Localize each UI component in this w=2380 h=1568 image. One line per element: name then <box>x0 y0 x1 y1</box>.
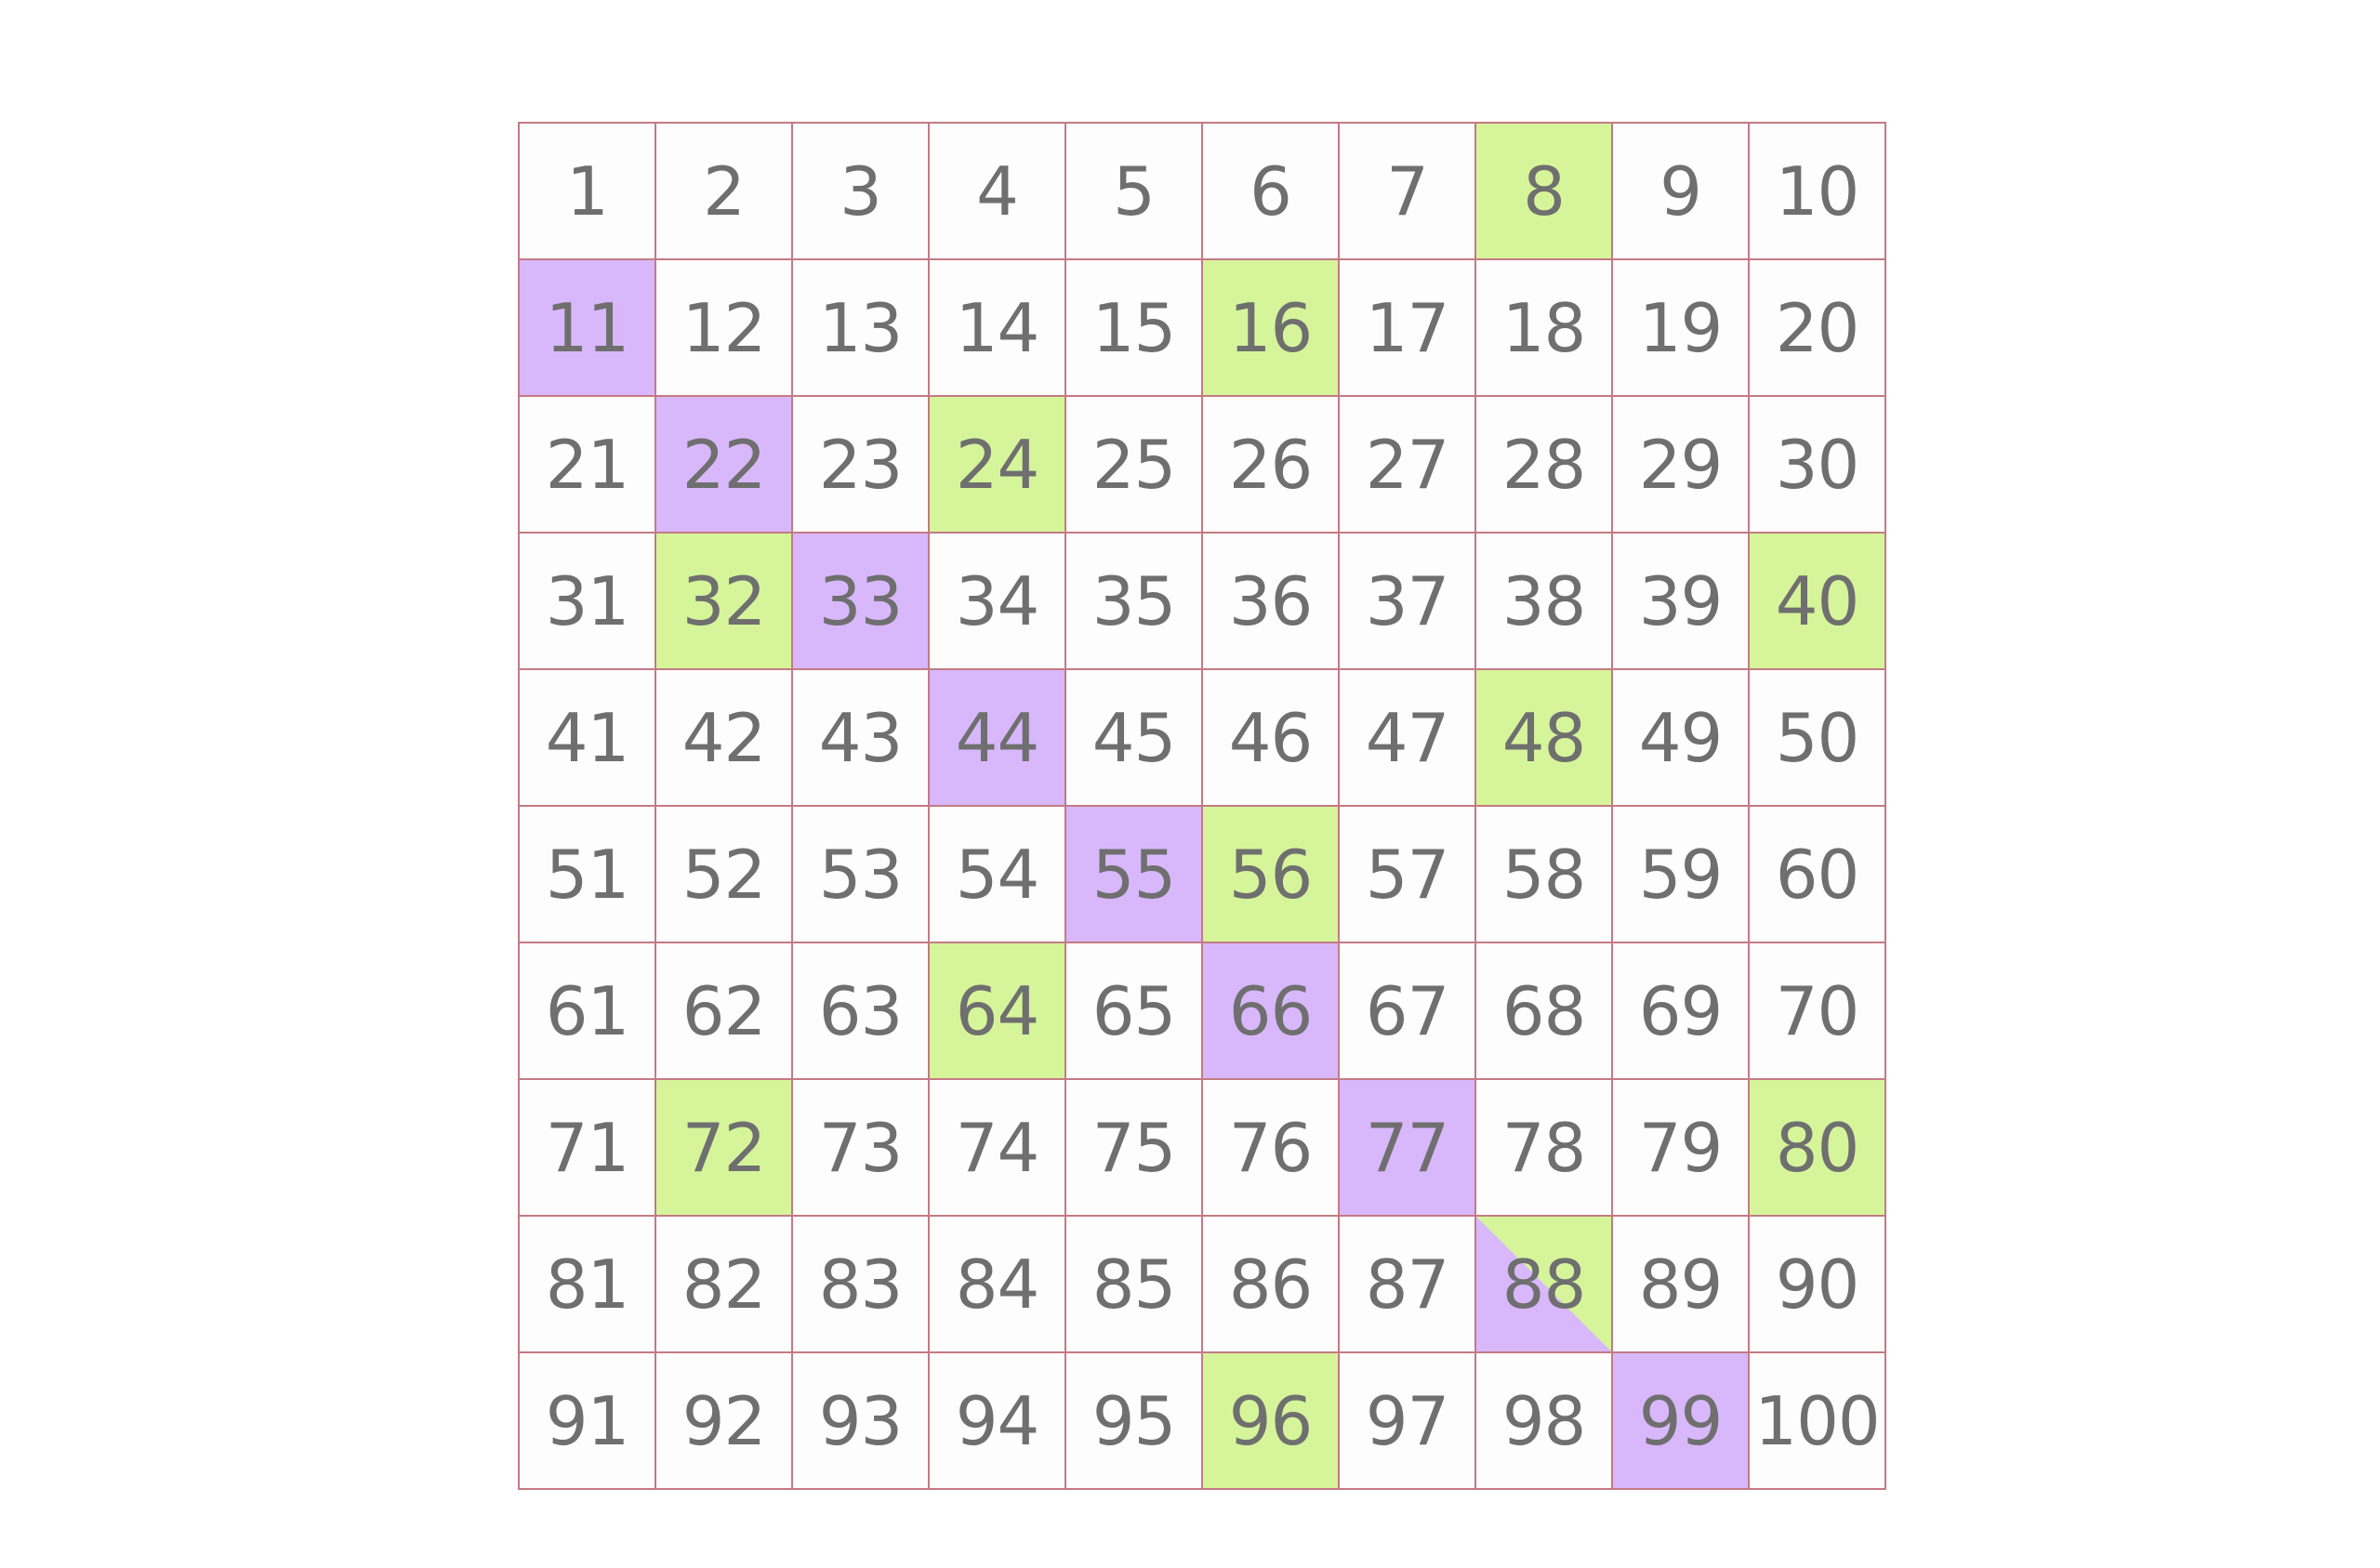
grid-cell-number: 66 <box>1228 971 1313 1050</box>
grid-cell-number: 97 <box>1365 1381 1449 1460</box>
grid-cell-94 <box>930 1353 1066 1490</box>
grid-cell-11 <box>520 260 656 397</box>
grid-cell-number: 63 <box>818 971 903 1050</box>
grid-cell-57 <box>1340 807 1476 943</box>
hundred-chart-grid <box>518 122 1886 1490</box>
grid-cell-72 <box>656 1080 793 1217</box>
grid-cell-70 <box>1750 943 1886 1080</box>
grid-cell-87 <box>1340 1217 1476 1353</box>
grid-cell-45 <box>1066 670 1203 807</box>
grid-cell-number: 49 <box>1638 698 1723 777</box>
grid-cell-number: 7 <box>1386 152 1428 231</box>
grid-cell-number: 42 <box>681 698 766 777</box>
grid-cell-67 <box>1340 943 1476 1080</box>
grid-cell-number: 92 <box>681 1381 766 1460</box>
grid-cell-number: 25 <box>1091 425 1176 504</box>
grid-cell-number: 52 <box>681 835 766 914</box>
grid-cell-35 <box>1066 534 1203 670</box>
grid-cell-23 <box>793 397 930 534</box>
grid-cell-68 <box>1476 943 1613 1080</box>
grid-cell-86 <box>1203 1217 1340 1353</box>
grid-cell-number: 82 <box>681 1245 766 1324</box>
grid-cell-number: 74 <box>955 1108 1039 1187</box>
grid-cell-74 <box>930 1080 1066 1217</box>
grid-cell-number: 46 <box>1228 698 1313 777</box>
grid-cell-3 <box>793 124 930 260</box>
grid-cell-20 <box>1750 260 1886 397</box>
grid-cell-6 <box>1203 124 1340 260</box>
grid-cell-33 <box>793 534 930 670</box>
grid-cell-number: 1 <box>566 152 608 231</box>
grid-cell-59 <box>1613 807 1750 943</box>
grid-cell-number: 20 <box>1775 288 1859 367</box>
grid-cell-99 <box>1613 1353 1750 1490</box>
grid-cell-number: 58 <box>1501 835 1586 914</box>
grid-cell-number: 33 <box>818 561 903 640</box>
grid-cell-81 <box>520 1217 656 1353</box>
grid-cell-76 <box>1203 1080 1340 1217</box>
grid-cell-16 <box>1203 260 1340 397</box>
grid-cell-54 <box>930 807 1066 943</box>
grid-cell-number: 80 <box>1775 1108 1859 1187</box>
grid-cell-15 <box>1066 260 1203 397</box>
grid-cell-number: 10 <box>1775 152 1859 231</box>
grid-cell-60 <box>1750 807 1886 943</box>
grid-cell-number: 22 <box>681 425 766 504</box>
grid-cell-number: 72 <box>681 1108 766 1187</box>
grid-cell-number: 38 <box>1501 561 1586 640</box>
grid-cell-number: 78 <box>1501 1108 1586 1187</box>
grid-cell-number: 40 <box>1775 561 1859 640</box>
grid-cell-number: 34 <box>955 561 1039 640</box>
grid-cell-31 <box>520 534 656 670</box>
grid-cell-38 <box>1476 534 1613 670</box>
grid-cell-number: 79 <box>1638 1108 1723 1187</box>
grid-cell-25 <box>1066 397 1203 534</box>
grid-cell-number: 56 <box>1228 835 1313 914</box>
grid-cell-66 <box>1203 943 1340 1080</box>
grid-cell-82 <box>656 1217 793 1353</box>
grid-cell-49 <box>1613 670 1750 807</box>
grid-cell-number: 43 <box>818 698 903 777</box>
grid-cell-28 <box>1476 397 1613 534</box>
grid-cell-number: 99 <box>1638 1381 1723 1460</box>
grid-cell-number: 37 <box>1365 561 1449 640</box>
grid-cell-88 <box>1476 1217 1613 1353</box>
grid-cell-41 <box>520 670 656 807</box>
grid-cell-number: 57 <box>1365 835 1449 914</box>
grid-cell-number: 95 <box>1091 1381 1176 1460</box>
grid-cell-number: 71 <box>545 1108 629 1187</box>
grid-cell-number: 15 <box>1091 288 1176 367</box>
grid-cell-47 <box>1340 670 1476 807</box>
grid-cell-number: 76 <box>1228 1108 1313 1187</box>
grid-cell-92 <box>656 1353 793 1490</box>
grid-cell-number: 89 <box>1638 1245 1723 1324</box>
grid-cell-number: 16 <box>1228 288 1313 367</box>
grid-cell-77 <box>1340 1080 1476 1217</box>
grid-cell-number: 54 <box>955 835 1039 914</box>
grid-cell-98 <box>1476 1353 1613 1490</box>
grid-cell-58 <box>1476 807 1613 943</box>
grid-cell-number: 24 <box>955 425 1039 504</box>
grid-cell-52 <box>656 807 793 943</box>
grid-cell-30 <box>1750 397 1886 534</box>
grid-cell-44 <box>930 670 1066 807</box>
grid-cell-42 <box>656 670 793 807</box>
grid-cell-18 <box>1476 260 1613 397</box>
grid-cell-number: 31 <box>545 561 629 640</box>
grid-cell-number: 13 <box>818 288 903 367</box>
grid-cell-number: 6 <box>1250 152 1291 231</box>
grid-cell-27 <box>1340 397 1476 534</box>
grid-cell-21 <box>520 397 656 534</box>
grid-cell-number: 18 <box>1501 288 1586 367</box>
grid-cell-37 <box>1340 534 1476 670</box>
grid-cell-number: 5 <box>1113 152 1155 231</box>
grid-cell-89 <box>1613 1217 1750 1353</box>
grid-cell-number: 73 <box>818 1108 903 1187</box>
grid-cell-number: 90 <box>1775 1245 1859 1324</box>
grid-cell-34 <box>930 534 1066 670</box>
grid-cell-91 <box>520 1353 656 1490</box>
grid-cell-number: 2 <box>703 152 745 231</box>
grid-cell-26 <box>1203 397 1340 534</box>
grid-cell-55 <box>1066 807 1203 943</box>
grid-cell-90 <box>1750 1217 1886 1353</box>
grid-cell-number: 39 <box>1638 561 1723 640</box>
grid-cell-69 <box>1613 943 1750 1080</box>
grid-cell-36 <box>1203 534 1340 670</box>
grid-cell-number: 64 <box>955 971 1039 1050</box>
grid-cell-84 <box>930 1217 1066 1353</box>
grid-cell-46 <box>1203 670 1340 807</box>
grid-cell-number: 23 <box>818 425 903 504</box>
grid-cell-number: 50 <box>1775 698 1859 777</box>
grid-cell-19 <box>1613 260 1750 397</box>
grid-cell-24 <box>930 397 1066 534</box>
grid-cell-number: 98 <box>1501 1381 1586 1460</box>
grid-cell-7 <box>1340 124 1476 260</box>
grid-cell-number: 77 <box>1365 1108 1449 1187</box>
grid-cell-53 <box>793 807 930 943</box>
grid-cell-number: 30 <box>1775 425 1859 504</box>
grid-cell-number: 21 <box>545 425 629 504</box>
grid-cell-83 <box>793 1217 930 1353</box>
grid-cell-32 <box>656 534 793 670</box>
grid-cell-number: 65 <box>1091 971 1176 1050</box>
grid-cell-number: 94 <box>955 1381 1039 1460</box>
grid-cell-number: 48 <box>1501 698 1586 777</box>
grid-cell-number: 19 <box>1638 288 1723 367</box>
grid-cell-number: 59 <box>1638 835 1723 914</box>
grid-cell-number: 14 <box>955 288 1039 367</box>
grid-cell-number: 3 <box>840 152 881 231</box>
grid-cell-number: 60 <box>1775 835 1859 914</box>
grid-cell-number: 36 <box>1228 561 1313 640</box>
grid-cell-number: 61 <box>545 971 629 1050</box>
grid-cell-number: 55 <box>1091 835 1176 914</box>
grid-cell-5 <box>1066 124 1203 260</box>
grid-cell-number: 17 <box>1365 288 1449 367</box>
grid-cell-100 <box>1750 1353 1886 1490</box>
grid-cell-9 <box>1613 124 1750 260</box>
grid-cell-62 <box>656 943 793 1080</box>
grid-cell-number: 45 <box>1091 698 1176 777</box>
grid-cell-14 <box>930 260 1066 397</box>
grid-cell-61 <box>520 943 656 1080</box>
grid-cell-number: 86 <box>1228 1245 1313 1324</box>
grid-cell-75 <box>1066 1080 1203 1217</box>
grid-cell-number: 12 <box>681 288 766 367</box>
grid-cell-95 <box>1066 1353 1203 1490</box>
grid-cell-number: 100 <box>1754 1381 1880 1460</box>
grid-cell-number: 32 <box>681 561 766 640</box>
grid-cell-13 <box>793 260 930 397</box>
grid-cell-number: 67 <box>1365 971 1449 1050</box>
grid-cell-number: 41 <box>545 698 629 777</box>
grid-cell-number: 26 <box>1228 425 1313 504</box>
grid-cell-79 <box>1613 1080 1750 1217</box>
grid-cell-51 <box>520 807 656 943</box>
grid-cell-8 <box>1476 124 1613 260</box>
grid-cell-number: 75 <box>1091 1108 1176 1187</box>
grid-cell-number: 35 <box>1091 561 1176 640</box>
grid-cell-number: 44 <box>955 698 1039 777</box>
grid-cell-number: 29 <box>1638 425 1723 504</box>
grid-cell-80 <box>1750 1080 1886 1217</box>
grid-cell-number: 93 <box>818 1381 903 1460</box>
grid-cell-85 <box>1066 1217 1203 1353</box>
grid-cell-39 <box>1613 534 1750 670</box>
grid-cell-65 <box>1066 943 1203 1080</box>
grid-cell-number: 27 <box>1365 425 1449 504</box>
grid-cell-96 <box>1203 1353 1340 1490</box>
grid-cell-17 <box>1340 260 1476 397</box>
grid-cell-29 <box>1613 397 1750 534</box>
grid-cell-number: 4 <box>976 152 1018 231</box>
grid-cell-number: 69 <box>1638 971 1723 1050</box>
grid-cell-73 <box>793 1080 930 1217</box>
grid-cell-43 <box>793 670 930 807</box>
grid-cell-97 <box>1340 1353 1476 1490</box>
grid-cell-number: 88 <box>1501 1245 1586 1324</box>
grid-cell-number: 53 <box>818 835 903 914</box>
grid-cell-56 <box>1203 807 1340 943</box>
grid-cell-40 <box>1750 534 1886 670</box>
grid-cell-number: 91 <box>545 1381 629 1460</box>
grid-cell-10 <box>1750 124 1886 260</box>
grid-cell-number: 51 <box>545 835 629 914</box>
grid-cell-1 <box>520 124 656 260</box>
grid-cell-number: 11 <box>545 288 629 367</box>
grid-cell-63 <box>793 943 930 1080</box>
grid-cell-93 <box>793 1353 930 1490</box>
grid-cell-48 <box>1476 670 1613 807</box>
grid-cell-number: 85 <box>1091 1245 1176 1324</box>
grid-cell-number: 28 <box>1501 425 1586 504</box>
grid-cell-2 <box>656 124 793 260</box>
grid-cell-number: 81 <box>545 1245 629 1324</box>
grid-cell-number: 83 <box>818 1245 903 1324</box>
grid-cell-number: 8 <box>1523 152 1565 231</box>
grid-cell-number: 9 <box>1659 152 1701 231</box>
grid-cell-number: 87 <box>1365 1245 1449 1324</box>
grid-cell-number: 96 <box>1228 1381 1313 1460</box>
grid-cell-number: 84 <box>955 1245 1039 1324</box>
grid-cell-number: 68 <box>1501 971 1586 1050</box>
grid-cell-64 <box>930 943 1066 1080</box>
grid-cell-50 <box>1750 670 1886 807</box>
grid-cell-4 <box>930 124 1066 260</box>
grid-cell-12 <box>656 260 793 397</box>
grid-cell-78 <box>1476 1080 1613 1217</box>
grid-cell-number: 70 <box>1775 971 1859 1050</box>
grid-cell-number: 62 <box>681 971 766 1050</box>
grid-cell-number: 47 <box>1365 698 1449 777</box>
grid-cell-71 <box>520 1080 656 1217</box>
grid-cell-22 <box>656 397 793 534</box>
